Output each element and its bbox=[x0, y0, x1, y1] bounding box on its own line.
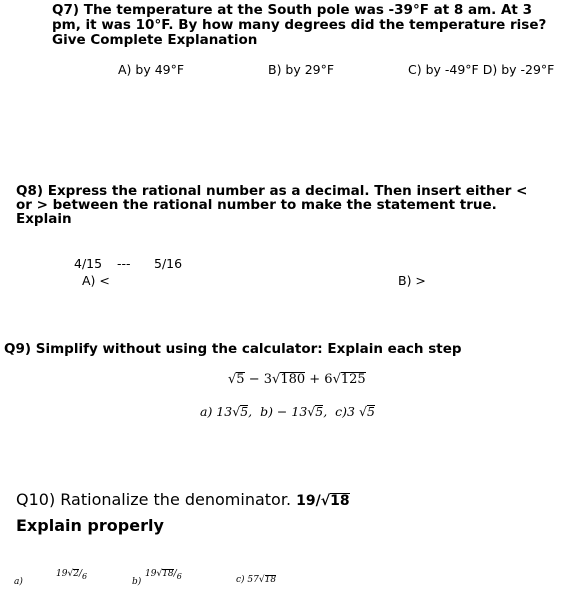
q10-option-a bbox=[56, 569, 87, 581]
q9-option-a-prefix: a) 13 bbox=[200, 404, 233, 419]
q10-title-num: 19/ bbox=[296, 493, 321, 509]
q8-fraction-a: 4/15 bbox=[74, 256, 103, 271]
radical-icon: √ bbox=[67, 569, 74, 579]
q9-option-b-prefix: b) − 13 bbox=[260, 404, 308, 419]
q10-option-a-label: a) bbox=[14, 577, 23, 587]
q10-title-expression bbox=[296, 493, 349, 509]
q10-title-rad: 18 bbox=[330, 493, 350, 509]
q10-title-text: Q10) Rationalize the denominator. bbox=[16, 490, 292, 509]
q8-line-2: or > between the rational number to make the statement true. bbox=[16, 197, 497, 213]
q10-option-c-label: c) 57 bbox=[236, 575, 259, 585]
fraction-slash-icon: / bbox=[78, 569, 82, 579]
fraction-slash-icon: / bbox=[173, 569, 177, 579]
q8-option-a: A) < bbox=[82, 273, 110, 288]
q9-title: Q9) Simplify without using the calculator: Explain each step bbox=[4, 341, 462, 357]
q9-expr-rad-1: 5 bbox=[236, 372, 245, 387]
q9-options bbox=[200, 404, 375, 419]
q10-option-b bbox=[145, 569, 182, 581]
radical-icon: √ bbox=[156, 569, 163, 579]
q9-option-a-rad: 5 bbox=[240, 404, 249, 419]
q10-option-b-label: b) bbox=[132, 577, 142, 587]
q9-expr-rad-2: 180 bbox=[280, 372, 306, 387]
q10-option-a-rad: 2 bbox=[73, 569, 79, 579]
q9-option-b-rad: 5 bbox=[315, 404, 324, 419]
radical-icon: √ bbox=[232, 404, 241, 419]
radical-icon: √ bbox=[272, 372, 281, 387]
radical-icon: √ bbox=[258, 575, 265, 585]
q10-option-b-rad: 18 bbox=[162, 569, 174, 579]
q8-line-3: Explain bbox=[16, 211, 72, 227]
q9-option-a-sep: , bbox=[248, 404, 253, 419]
q10-option-a-num: 19 bbox=[56, 569, 68, 579]
q8-line-1: Q8) Express the rational number as a decimal. Then insert either < bbox=[16, 183, 528, 199]
q10-subtitle: Explain properly bbox=[16, 516, 164, 535]
q7-line-2: pm, it was 10°F. By how many degrees did the temperature rise? bbox=[52, 17, 547, 33]
q10-option-b-num: 19 bbox=[145, 569, 157, 579]
q7-option-cd: C) by -49°F D) by -29°F bbox=[408, 62, 555, 77]
q10-option-c-rad: 18 bbox=[264, 575, 277, 585]
q9-option-c-rad: 5 bbox=[366, 404, 375, 419]
q9-expr-rad-3: 125 bbox=[340, 372, 366, 387]
q10-option-a-den: 6 bbox=[81, 572, 88, 581]
q10-option-b-den: 6 bbox=[176, 572, 182, 581]
radical-icon: √ bbox=[332, 372, 341, 387]
q8-fraction-b: 5/16 bbox=[154, 256, 183, 271]
q8-option-b: B) > bbox=[398, 273, 426, 288]
q7-line-3: Give Complete Explanation bbox=[52, 32, 258, 48]
q7-option-a: A) by 49°F bbox=[118, 62, 185, 77]
q8-separator: --- bbox=[117, 256, 131, 271]
q7-option-b: B) by 29°F bbox=[268, 62, 335, 77]
q9-expression bbox=[228, 372, 366, 387]
radical-icon: √ bbox=[307, 404, 316, 419]
q10-option-c bbox=[236, 575, 276, 585]
q9-expr-op-1: − 3 bbox=[248, 372, 273, 387]
q10-title bbox=[16, 490, 350, 509]
radical-icon: √ bbox=[358, 404, 367, 419]
q9-option-c-prefix: c)3 bbox=[335, 404, 355, 419]
q9-expr-op-2: + 6 bbox=[309, 372, 333, 387]
q9-option-b-sep: , bbox=[323, 404, 328, 419]
radical-icon: √ bbox=[228, 372, 237, 387]
radical-icon: √ bbox=[320, 493, 331, 509]
q7-line-1: Q7) The temperature at the South pole was -39°F at 8 am. At 3 bbox=[52, 2, 532, 18]
